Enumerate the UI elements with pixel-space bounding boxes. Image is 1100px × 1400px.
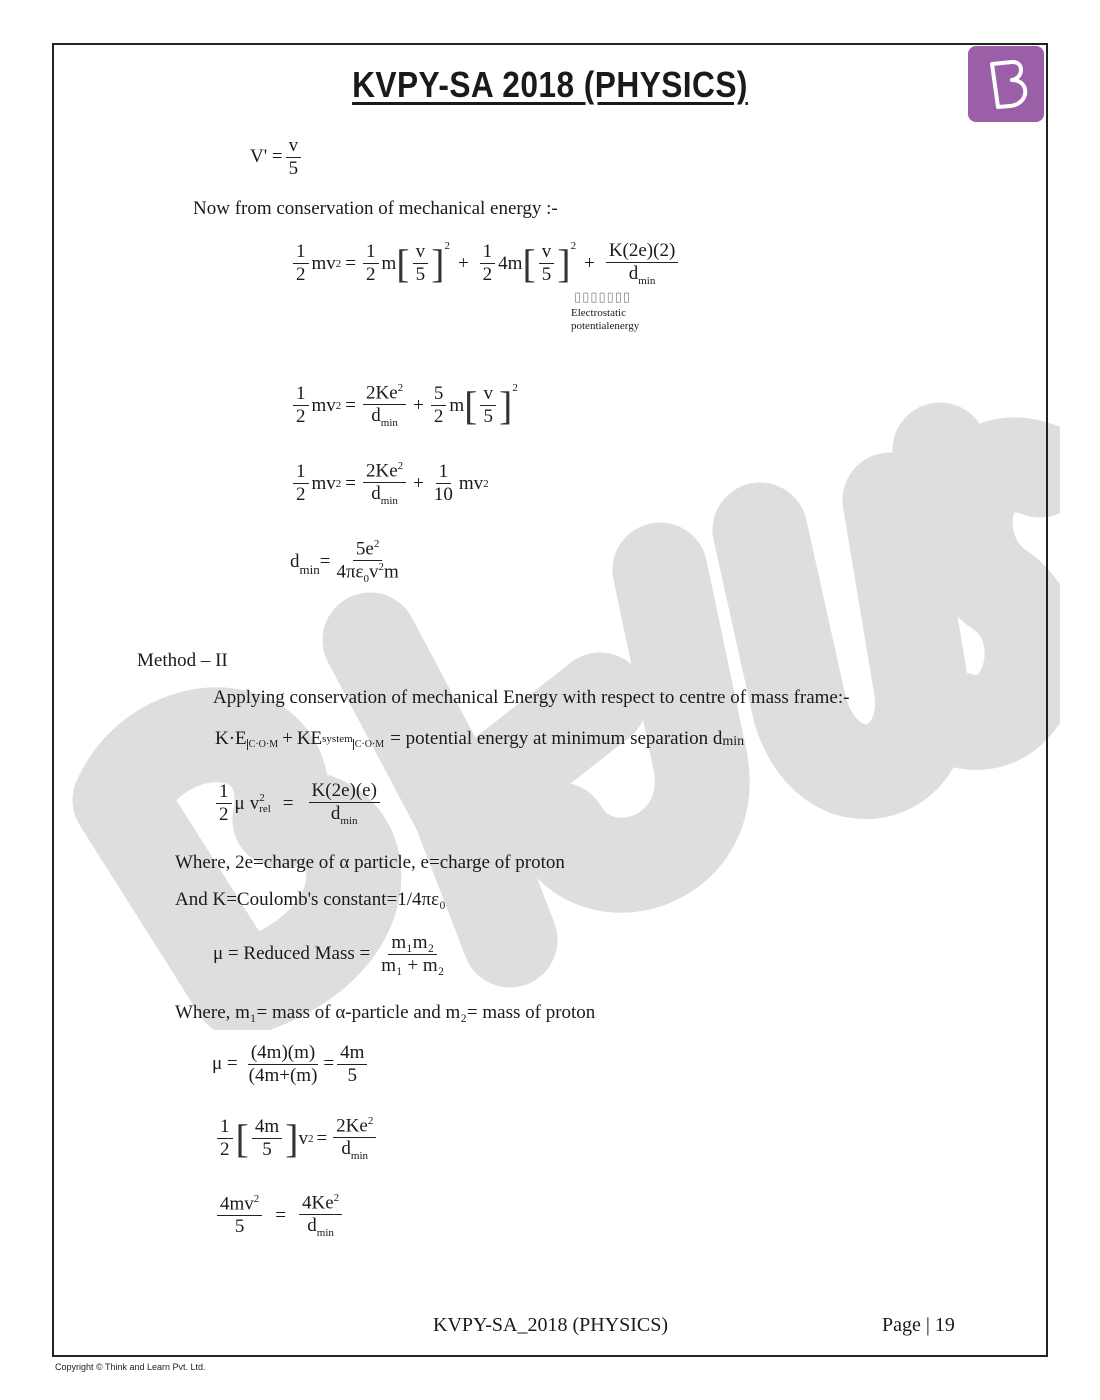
denominator: [626, 263, 659, 287]
fraction: [413, 241, 429, 286]
denominator: 5: [234, 1216, 245, 1238]
fraction: [286, 135, 302, 180]
com-energy-equation: [215, 728, 744, 750]
energy-equation-1: [290, 240, 681, 287]
exponent: 2: [307, 1132, 314, 1145]
subscript: C·O·M: [248, 739, 279, 750]
denominator: 10: [433, 484, 453, 506]
exponent: 2: [397, 460, 404, 472]
numerator: K(2e)(e): [309, 780, 380, 803]
term: 2Ke: [366, 382, 398, 404]
denominator: 2: [220, 1139, 230, 1161]
underbrace-glyphs: ▯▯▯▯▯▯▯: [574, 289, 632, 304]
equals: =: [323, 1053, 335, 1075]
substituted-energy-equation: [214, 1115, 379, 1163]
exponent: 2: [444, 240, 450, 252]
term: mv: [311, 252, 336, 274]
right-bracket: ]: [431, 240, 445, 286]
exponent: 2: [570, 240, 577, 252]
numerator: (4m)(m): [248, 1042, 318, 1065]
denominator: [328, 803, 361, 827]
denominator: [338, 1138, 371, 1162]
equals: =: [316, 1127, 328, 1149]
d-symbol: d: [290, 550, 300, 572]
fraction: [293, 241, 309, 286]
d-symbol: d: [330, 802, 341, 824]
denominator: [304, 1215, 337, 1239]
exponent: 2: [512, 382, 518, 394]
where-charge-text: Where, 2e=charge of α particle, e=charge of proton: [175, 852, 565, 873]
d-symbol: d: [371, 483, 381, 505]
method-2-heading: Method – II: [137, 650, 228, 671]
exponent: 2: [259, 791, 265, 804]
plus: +: [413, 394, 424, 416]
fraction: [333, 538, 401, 586]
mu-symbol: μ: [234, 792, 245, 814]
d-symbol: d: [371, 405, 381, 427]
term: 5e: [355, 538, 374, 560]
exponent: 2: [378, 561, 385, 574]
term: mv: [311, 394, 336, 416]
denominator: 2: [433, 406, 444, 428]
term: m: [384, 561, 399, 583]
subscript: 0: [363, 573, 370, 586]
term: mv: [458, 472, 484, 494]
subscript: min: [299, 561, 320, 577]
numerator: 4m: [337, 1042, 367, 1065]
term: 4mv: [220, 1193, 254, 1215]
fraction: [333, 1115, 376, 1163]
denominator: 2: [296, 406, 306, 428]
reduced-mass-energy-equation: [213, 780, 383, 827]
numerator: v: [539, 241, 555, 264]
subscript: min: [380, 416, 398, 429]
fraction: [378, 932, 447, 977]
plus: +: [413, 472, 424, 494]
denominator: 5: [415, 264, 426, 286]
page-title: KVPY-SA 2018 (PHYSICS): [352, 64, 748, 105]
electrostatic-annotation: [571, 307, 639, 333]
exponent: 2: [397, 382, 404, 394]
eq-lhs: μ =: [212, 1053, 238, 1075]
numerator: 1: [436, 461, 452, 484]
fraction: [480, 383, 496, 428]
equals: =: [282, 792, 294, 814]
fraction: [299, 1192, 342, 1240]
numerator: 1: [480, 241, 496, 264]
annotation-line: potentialenergy: [571, 320, 640, 332]
mu-equation: [212, 1042, 370, 1087]
evaluation-bar: [247, 739, 278, 750]
numerator: [217, 1193, 262, 1216]
numerator: [333, 1115, 376, 1138]
fraction: [293, 383, 309, 428]
numerator: 1: [293, 461, 309, 484]
numerator: [299, 1192, 342, 1215]
term: K·E: [215, 728, 247, 749]
d-symbol: d: [341, 1138, 351, 1160]
numerator: [353, 538, 382, 561]
fraction: [217, 1193, 262, 1238]
fraction: [480, 241, 496, 286]
denominator: 5: [262, 1139, 272, 1161]
denominator: [333, 561, 401, 586]
where-mass-text: Where, m₁= mass of α-particle and m₂= mass of proton: [175, 1002, 596, 1023]
denominator: 2: [366, 264, 376, 286]
term: v: [298, 1127, 308, 1149]
b-logo-icon: [968, 46, 1044, 122]
fraction: [309, 780, 380, 827]
equals: =: [275, 1204, 286, 1226]
term: m: [449, 394, 465, 416]
final-equation: [214, 1192, 345, 1240]
term: mv: [311, 472, 336, 494]
exponent: 2: [483, 477, 489, 490]
subscript: rel: [259, 802, 271, 815]
left-bracket: [: [396, 240, 410, 286]
numerator: 1: [217, 1116, 233, 1139]
numerator: v: [413, 241, 429, 264]
left-bracket: [: [464, 382, 478, 428]
exponent: 2: [333, 1192, 340, 1204]
numerator: K(2e)(2): [606, 240, 678, 263]
dmin-result: [290, 538, 405, 586]
d-symbol: d: [628, 262, 639, 284]
right-bracket: ]: [498, 382, 513, 428]
term: KE: [296, 728, 323, 749]
denominator: 5: [288, 157, 299, 179]
intro-text: Now from conservation of mechanical energy :-: [193, 198, 558, 219]
denominator: 2: [219, 804, 229, 826]
fraction: [363, 382, 406, 430]
term: v: [249, 792, 260, 814]
term: 2Ke: [366, 460, 398, 482]
left-bracket: [: [522, 240, 536, 286]
exponent: 2: [335, 399, 342, 412]
fraction: [363, 460, 406, 508]
denominator: 5: [541, 264, 552, 286]
right-bracket: ]: [285, 1115, 299, 1161]
equals: =: [345, 394, 356, 416]
exponent: 2: [367, 1115, 374, 1127]
fraction: [431, 383, 447, 428]
eq-lhs: V' =: [250, 146, 283, 168]
plus: +: [584, 252, 595, 274]
reduced-mass-definition: [213, 932, 450, 977]
denominator: 2: [296, 484, 306, 506]
fraction: [217, 1116, 233, 1161]
subscript: min: [316, 1226, 334, 1239]
subscript: min: [350, 1149, 369, 1162]
fraction: [363, 241, 379, 286]
term: 4m: [498, 252, 523, 274]
evaluation-bar: [353, 739, 384, 750]
v-prime-equation: [250, 135, 304, 180]
page-number: Page | 19: [882, 1314, 955, 1336]
numerator: 1: [363, 241, 379, 264]
method-2-intro: Applying conservation of mechanical Energy with respect to centre of mass frame:-: [213, 687, 850, 708]
plus: +: [457, 252, 469, 274]
term: v: [369, 561, 379, 583]
d-symbol: d: [307, 1215, 317, 1237]
denominator: 5: [483, 406, 493, 428]
copyright-notice: Copyright © Think and Learn Pvt. Ltd.: [55, 1362, 206, 1372]
exponent: 2: [253, 1193, 260, 1206]
denominator: 5: [347, 1064, 358, 1086]
term: 4Ke: [302, 1192, 334, 1214]
left-bracket: [: [235, 1115, 249, 1161]
term: 4πε: [336, 561, 364, 583]
exponent: 2: [373, 538, 380, 550]
denominator: (4m+(m): [248, 1064, 318, 1086]
coulomb-constant-text: And K=Coulomb's constant=1/4πε₀: [175, 889, 446, 910]
annotation-line: Electrostatic: [571, 307, 626, 319]
equals: =: [345, 472, 356, 494]
byjus-logo: [968, 46, 1044, 122]
numerator: m₁m₂: [388, 932, 437, 955]
energy-equation-3: [290, 460, 489, 508]
subscript: system: [322, 733, 353, 745]
fraction: [293, 461, 309, 506]
plus: +: [282, 728, 293, 749]
rhs-text: = potential energy at minimum separation d: [390, 728, 723, 749]
numerator: 5: [431, 383, 447, 406]
footer-title: KVPY-SA_2018 (PHYSICS): [433, 1314, 669, 1336]
equals: =: [345, 252, 356, 274]
subscript: min: [380, 494, 398, 507]
denominator: m₁ + m₂: [381, 954, 445, 976]
fraction: [431, 461, 456, 506]
fraction: [606, 240, 678, 287]
denominator: [368, 483, 401, 507]
numerator: v: [286, 135, 302, 158]
fraction: [252, 1116, 282, 1161]
term: 2Ke: [336, 1115, 368, 1137]
denominator: 2: [482, 264, 493, 286]
fraction: [246, 1042, 321, 1087]
subscript: min: [638, 274, 656, 287]
exponent: 2: [335, 477, 342, 490]
numerator: [363, 382, 406, 405]
denominator: [368, 405, 401, 429]
denominator: 2: [296, 264, 306, 286]
subscript: C·O·M: [354, 739, 385, 750]
energy-equation-2: [290, 382, 518, 430]
super-sub: [259, 793, 271, 815]
fraction: [216, 781, 232, 826]
numerator: v: [480, 383, 496, 406]
equals: =: [319, 550, 331, 572]
numerator: 1: [293, 241, 309, 264]
numerator: [363, 460, 406, 483]
numerator: 4m: [252, 1116, 282, 1139]
fraction: [337, 1042, 367, 1087]
subscript: min: [722, 734, 745, 749]
eq-lhs: μ = Reduced Mass =: [213, 943, 371, 965]
numerator: 1: [216, 781, 232, 804]
term: m: [381, 252, 397, 274]
right-bracket: ]: [557, 240, 571, 286]
fraction: [539, 241, 555, 286]
numerator: 1: [293, 383, 309, 406]
exponent: 2: [335, 257, 342, 270]
subscript: min: [340, 814, 358, 827]
